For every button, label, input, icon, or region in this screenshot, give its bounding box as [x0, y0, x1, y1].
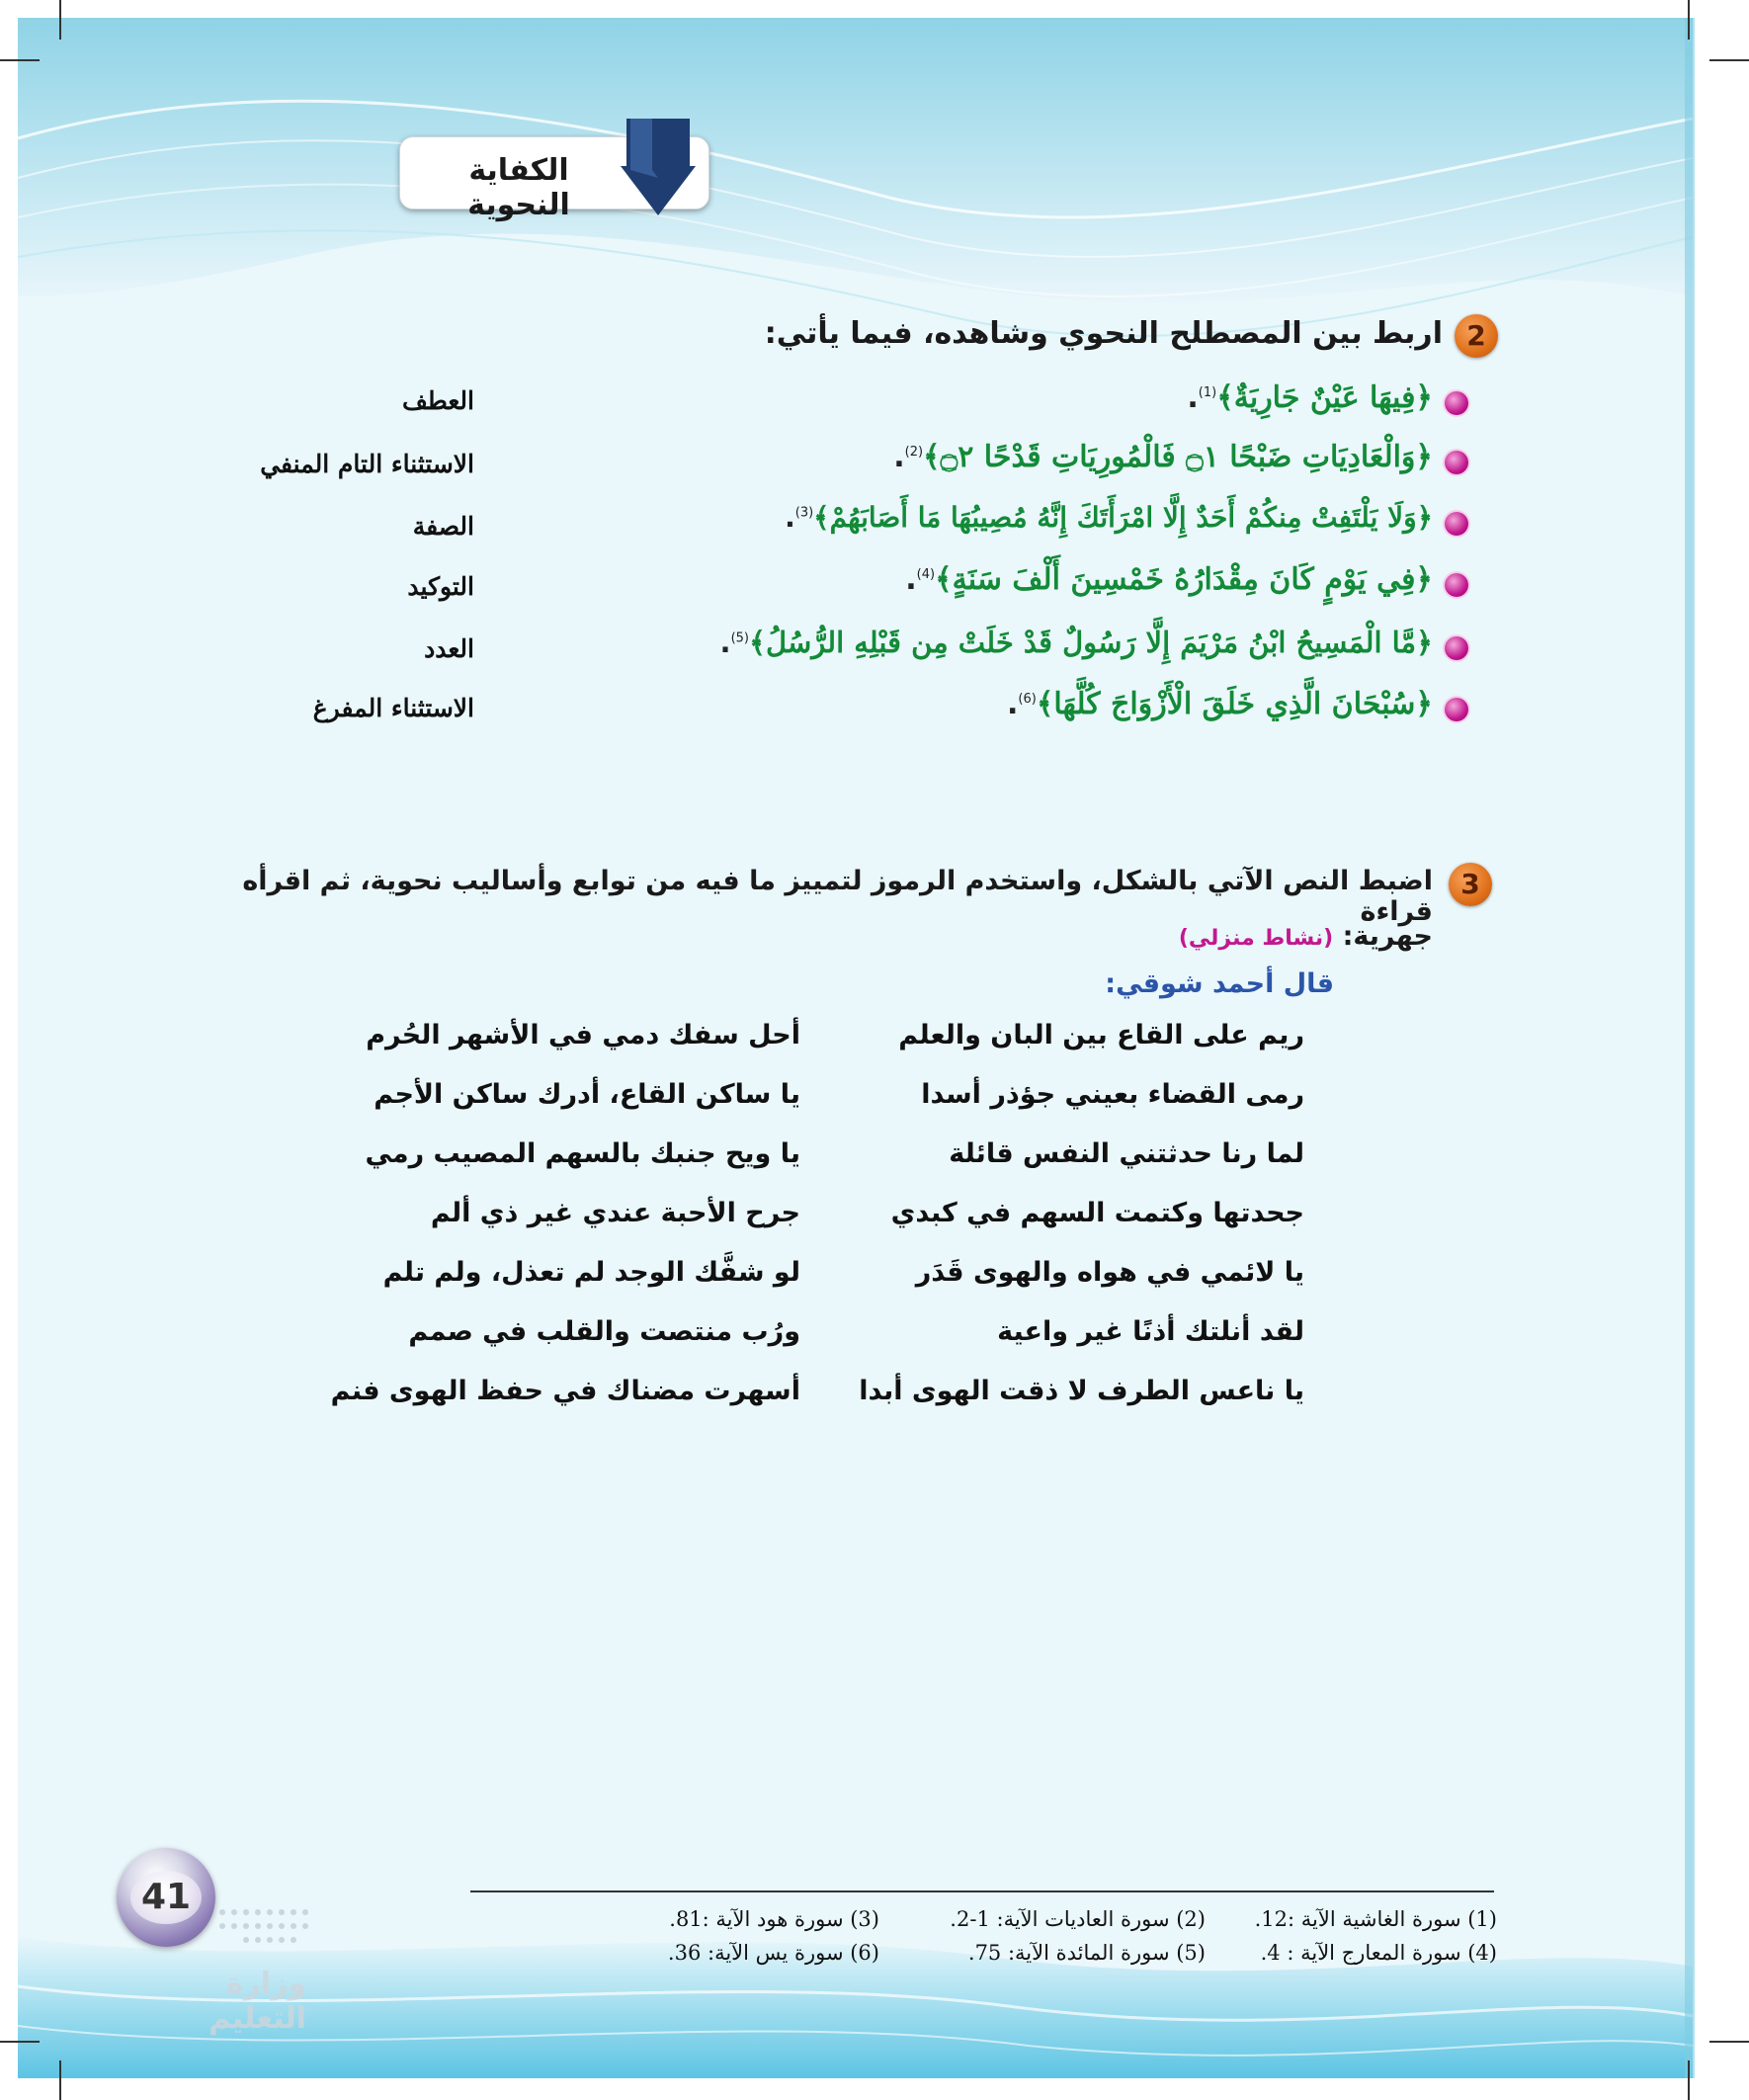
section-title: الكفاية النحوية [467, 153, 570, 222]
bullet-icon [1445, 391, 1468, 415]
crop-mark [59, 0, 61, 40]
page-number: 41 [130, 1871, 202, 1924]
footnote-ref: (2) [904, 445, 924, 460]
footnote: (4) سورة المعارج الآية : 4. [1260, 1941, 1497, 1965]
verse-line: ﴿وَالْعَادِيَاتِ ضَبْحًا ۝١ فَالْمُورِيَاتِ قَدْحًا ۝٢﴾$^{(2)}$. [893, 440, 1433, 474]
verse-right-hemistich: جحدتها وكتمت السهم في كبدي [890, 1198, 1304, 1228]
verse-right-hemistich: يا لائمي في هواه والهوى قَدَر [915, 1257, 1304, 1288]
poet-name: قال أحمد شوقي: [1105, 968, 1334, 999]
crop-mark [1688, 0, 1690, 40]
verse-right-hemistich: لقد أنلتك أذنًا غير واعية [997, 1316, 1304, 1347]
bullet-icon [1445, 636, 1468, 660]
grammar-term: الاستثناء التام المنفي [260, 450, 474, 478]
arrow-down-icon [619, 119, 698, 217]
grammar-term: الاستثناء المفرغ [312, 694, 474, 722]
crop-mark [0, 59, 40, 61]
verse-line: ﴿وَلَا يَلْتَفِتْ مِنكُمْ أَحَدٌ إِلَّا امْرَأَتَكَ إِنَّهُ مُصِيبُهَا مَا أَصَابَهُمْ﴾$^{(3)}$. [785, 501, 1433, 534]
crop-mark [1709, 59, 1749, 61]
verse-text: ﴿فِي يَوْمٍ كَانَ مِقْدَارُهُ خَمْسِينَ أَلْفَ سَنَةٍ﴾ [935, 562, 1433, 597]
verse-right-hemistich: لما رنا حدثتني النفس قائلة [949, 1138, 1304, 1169]
grammar-term: العدد [424, 634, 474, 663]
question-3-prompt-line1: اضبط النص الآتي بالشكل، واستخدم الرموز لتمييز ما فيه من توابع وأساليب نحوية، ثم اقرأه قراءة [242, 866, 1433, 927]
verse-right-hemistich: رمى القضاء بعيني جؤذر أسدا [921, 1079, 1304, 1110]
verse-left-hemistich: أسهرت مضناك في حفظ الهوى فنم [330, 1376, 800, 1406]
verse-left-hemistich: جرح الأحبة عندي غير ذي ألم [430, 1198, 800, 1228]
bullet-icon [1445, 698, 1468, 721]
ministry-logo-dots-icon [212, 1902, 321, 1952]
verse-line: ﴿فِيهَا عَيْنٌ جَارِيَةٌ﴾$^{(1)}$. [1187, 380, 1433, 415]
bullet-icon [1445, 512, 1468, 536]
verse-text: ﴿وَالْعَادِيَاتِ ضَبْحًا ۝١ فَالْمُورِيَاتِ قَدْحًا ۝٢﴾ [923, 440, 1433, 474]
verse-left-hemistich: يا ساكن القاع، أدرك ساكن الأجم [374, 1079, 800, 1110]
verse-text: ﴿سُبْحَانَ الَّذِي خَلَقَ الْأَزْوَاجَ كُلَّهَا﴾ [1036, 687, 1433, 721]
ministry-logo-text: وزارة التعليم [208, 1967, 306, 2036]
crop-mark [0, 2041, 40, 2043]
verse-left-hemistich: أحل سفك دمي في الأشهر الحُرم [366, 1020, 800, 1050]
footnote: (5) سورة المائدة الآية: 75. [967, 1941, 1206, 1965]
question-3-prompt-line2: جهرية: (نشاط منزلي) [1178, 921, 1433, 952]
bullet-icon [1445, 451, 1468, 474]
footnote-ref: (3) [794, 505, 814, 521]
verse-left-hemistich: يا ويح جنبك بالسهم المصيب رمي [365, 1138, 800, 1169]
verse-text: ﴿وَلَا يَلْتَفِتْ مِنكُمْ أَحَدٌ إِلَّا امْرَأَتَكَ إِنَّهُ مُصِيبُهَا مَا أَصَابَهُمْ﴾ [813, 501, 1433, 534]
grammar-term: العطف [401, 386, 474, 415]
verse-left-hemistich: لو شفَّك الوجد لم تعذل، ولم تلم [382, 1257, 800, 1288]
verse-left-hemistich: ورُب منتصت والقلب في صمم [408, 1316, 800, 1347]
footnote: (1) سورة الغاشية الآية :12. [1254, 1907, 1497, 1931]
footnote-ref: (6) [1018, 692, 1037, 707]
question-number-badge: 2 [1455, 314, 1498, 358]
verse-line: ﴿سُبْحَانَ الَّذِي خَلَقَ الْأَزْوَاجَ كُلَّهَا﴾$^{(6)}$. [1006, 687, 1433, 721]
footnote-divider [470, 1890, 1494, 1892]
verse-text: ﴿فِيهَا عَيْنٌ جَارِيَةٌ﴾ [1216, 380, 1433, 415]
verse-line: ﴿فِي يَوْمٍ كَانَ مِقْدَارُهُ خَمْسِينَ أَلْفَ سَنَةٍ﴾$^{(4)}$. [905, 562, 1433, 597]
footnote-ref: (1) [1198, 385, 1217, 400]
footnote: (2) سورة العاديات الآية: 1-2. [950, 1907, 1206, 1931]
footnote: (3) سورة هود الآية :81. [669, 1907, 879, 1931]
crop-mark [1688, 2060, 1690, 2100]
verse-line: ﴿مَّا الْمَسِيحُ ابْنُ مَرْيَمَ إِلَّا رَسُولٌ قَدْ خَلَتْ مِن قَبْلِهِ الرُّسُلُ﴾$^{(5)}$. [719, 626, 1433, 659]
crop-mark [59, 2060, 61, 2100]
footnote-ref: (4) [916, 567, 936, 582]
footnote-ref: (5) [730, 630, 749, 646]
bullet-icon [1445, 573, 1468, 597]
verse-right-hemistich: ريم على القاع بين البان والعلم [898, 1020, 1304, 1050]
question-number-badge: 3 [1449, 863, 1492, 906]
activity-label: (نشاط منزلي) [1178, 926, 1334, 951]
footnote: (6) سورة يس الآية: 36. [667, 1941, 879, 1965]
question-2-prompt: اربط بين المصطلح النحوي وشاهده، فيما يأتي: [764, 316, 1443, 351]
grammar-term: التوكيد [407, 572, 474, 601]
grammar-term: الصفة [412, 512, 474, 541]
verse-right-hemistich: يا ناعس الطرف لا ذقت الهوى أبدا [859, 1376, 1304, 1406]
verse-text: ﴿مَّا الْمَسِيحُ ابْنُ مَرْيَمَ إِلَّا رَسُولٌ قَدْ خَلَتْ مِن قَبْلِهِ الرُّسُلُ﴾ [749, 626, 1433, 659]
crop-mark [1709, 2041, 1749, 2043]
